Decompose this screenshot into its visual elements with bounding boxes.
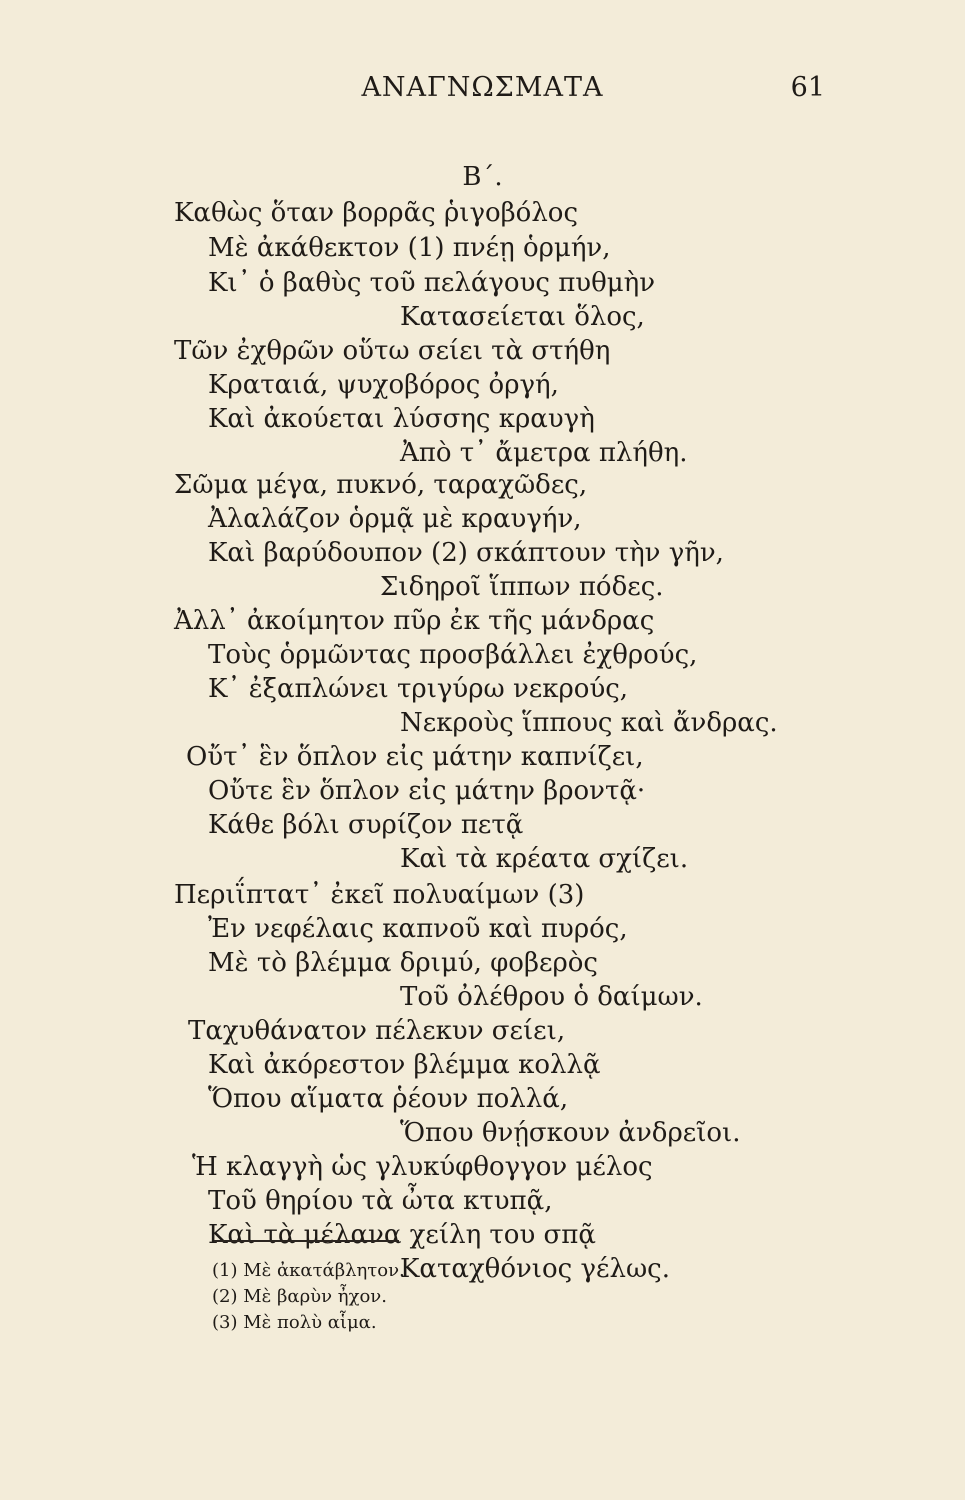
- verse-line: Ἀπὸ τ᾽ ἄμετρα πλήθη.: [400, 438, 688, 468]
- verse-line: Τοῦ θηρίου τὰ ὦτα κτυπᾷ,: [208, 1186, 553, 1216]
- footnote: (2) Μὲ βαρὺν ἦχον.: [212, 1286, 387, 1307]
- verse-line: Καὶ βαρύδουπον (2) σκάπτουν τὴν γῆν,: [208, 538, 724, 568]
- verse-line: Τῶν ἐχθρῶν οὕτω σείει τὰ στήθη: [174, 336, 611, 366]
- page-header: [0, 66, 965, 106]
- verse-line: Ὅπου αἵματα ῥέουν πολλά,: [208, 1084, 569, 1114]
- verse-line: Καὶ τὰ μέλανα χείλη του σπᾷ: [208, 1220, 596, 1250]
- verse-line: Ἐν νεφέλαις καπνοῦ καὶ πυρός,: [208, 914, 628, 944]
- verse-line: Οὔτε ἓν ὅπλον εἰς μάτην βροντᾷ·: [208, 776, 646, 806]
- verse-line: Καθὼς ὅταν βορρᾶς ῥιγοβόλος: [174, 198, 579, 228]
- verse-line: Ὅπου θνῄσκουν ἀνδρεῖοι.: [400, 1118, 741, 1148]
- verse-line: Μὲ ἀκάθεκτον (1) πνέῃ ὁρμήν,: [208, 233, 611, 263]
- verse-line: Καὶ τὰ κρέατα σχίζει.: [400, 844, 689, 874]
- verse-line: Ἀλλ᾽ ἀκοίμητον πῦρ ἐκ τῆς μάνδρας: [174, 606, 655, 636]
- verse-line: Κι᾽ ὁ βαθὺς τοῦ πελάγους πυθμὴν: [208, 268, 656, 298]
- running-title: ΑΝΑΓΝΩΣΜΑΤΑ: [361, 72, 604, 103]
- footnote: (3) Μὲ πολὺ αἷμα.: [212, 1312, 377, 1333]
- verse-line: Ταχυθάνατον πέλεκυν σείει,: [188, 1016, 566, 1046]
- verse-line: Τοὺς ὁρμῶντας προσβάλλει ἐχθρούς,: [208, 640, 698, 670]
- verse-line: Κατασείεται ὅλος,: [400, 302, 645, 332]
- verse-line: Ἡ κλαγγὴ ὡς γλυκύφθογγον μέλος: [192, 1152, 653, 1182]
- footnote: (1) Μὲ ἀκατάβλητον.: [212, 1260, 405, 1281]
- verse-line: Καταχθόνιος γέλως.: [400, 1254, 670, 1284]
- verse-line: Ἀλαλάζον ὁρμᾷ μὲ κραυγήν,: [208, 504, 582, 534]
- part-heading: Β΄.: [462, 162, 503, 192]
- verse-line: Κ᾽ ἐξαπλώνει τριγύρω νεκρούς,: [208, 674, 629, 704]
- verse-line: Τοῦ ὀλέθρου ὁ δαίμων.: [400, 982, 703, 1012]
- verse-line: Μὲ τὸ βλέμμα δριμύ, φοβερὸς: [208, 948, 598, 978]
- verse-line: Οὔτ᾽ ἓν ὅπλον εἰς μάτην καπνίζει,: [186, 742, 644, 772]
- page-number: 61: [790, 72, 825, 103]
- verse-line: Καὶ ἀκούεται λύσσης κραυγὴ: [208, 404, 595, 434]
- verse-line: Περιΐπτατ᾽ ἐκεῖ πολυαίμων (3): [174, 880, 585, 910]
- verse-line: Κάθε βόλι συρίζον πετᾷ: [208, 810, 524, 840]
- verse-line: Κραταιά, ψυχοβόρος ὀργή,: [208, 370, 559, 400]
- verse-line: Σιδηροῖ ἵππων πόδες.: [380, 572, 664, 602]
- verse-line: Σῶμα μέγα, πυκνό, ταραχῶδες,: [174, 470, 588, 500]
- footnote-divider: [214, 1240, 399, 1242]
- verse-line: Νεκροὺς ἵππους καὶ ἄνδρας.: [400, 708, 778, 738]
- verse-line: Καὶ ἀκόρεστον βλέμμα κολλᾷ: [208, 1050, 601, 1080]
